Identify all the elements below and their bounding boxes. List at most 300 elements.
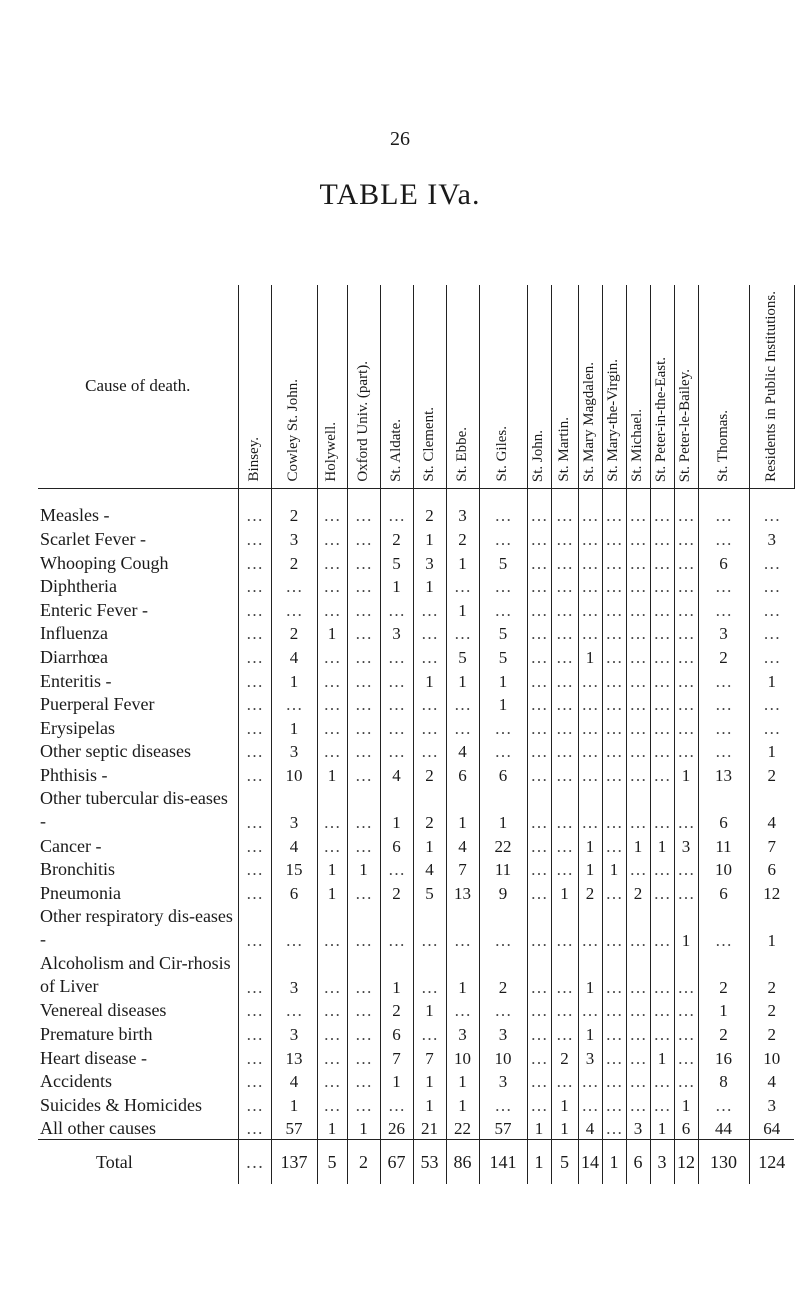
value-cell: 2 <box>380 526 413 550</box>
value-cell <box>317 833 347 857</box>
header-row <box>38 285 794 488</box>
value-cell <box>650 739 674 763</box>
value-cell <box>527 1045 551 1069</box>
value-cell: 6 <box>479 762 527 786</box>
value-cell: 1 <box>317 857 347 881</box>
value-cell: 1 <box>413 998 446 1022</box>
value-cell: 1 <box>479 692 527 716</box>
value-cell <box>317 1092 347 1116</box>
value-cell: 5 <box>479 644 527 668</box>
value-cell <box>380 644 413 668</box>
cause-cell: Accidents <box>38 1069 238 1093</box>
value-cell <box>551 904 578 951</box>
value-cell <box>749 550 794 574</box>
value-cell <box>698 904 749 951</box>
total-value-cell <box>238 1140 271 1185</box>
value-cell <box>650 762 674 786</box>
cause-cell: Pneumonia <box>38 880 238 904</box>
value-cell: 1 <box>674 762 698 786</box>
value-cell: 1 <box>551 880 578 904</box>
value-cell <box>551 550 578 574</box>
table-row <box>38 857 794 881</box>
value-cell: 1 <box>551 1116 578 1140</box>
value-cell <box>317 1069 347 1093</box>
value-cell <box>602 526 626 550</box>
value-cell <box>238 739 271 763</box>
value-cell: 1 <box>578 951 602 998</box>
cause-cell: Premature birth <box>38 1021 238 1045</box>
value-cell <box>527 1021 551 1045</box>
value-cell <box>238 1045 271 1069</box>
value-cell: 4 <box>767 812 776 832</box>
value-cell: 1 <box>413 1069 446 1093</box>
value-cell: 1 <box>446 550 479 574</box>
value-cell: 2 <box>767 1024 776 1044</box>
cause-cell: Heart disease - <box>38 1045 238 1069</box>
value-cell <box>674 526 698 550</box>
value-cell: 2 <box>767 977 776 997</box>
value-cell <box>527 857 551 881</box>
value-cell <box>578 762 602 786</box>
table-row <box>38 833 794 857</box>
value-cell <box>238 951 271 998</box>
cause-cell: Diphtheria <box>38 574 238 598</box>
value-cell: 2 <box>551 1045 578 1069</box>
value-cell: 7 <box>413 1045 446 1069</box>
value-cell <box>347 880 380 904</box>
value-cell <box>413 621 446 645</box>
value-cell: 16 <box>698 1045 749 1069</box>
value-cell <box>698 739 749 763</box>
value-cell: 3 <box>413 550 446 574</box>
value-cell <box>674 1021 698 1045</box>
value-cell <box>674 550 698 574</box>
value-cell: 5 <box>479 550 527 574</box>
value-cell <box>602 692 626 716</box>
value-cell <box>626 1045 650 1069</box>
value-cell <box>578 1069 602 1093</box>
value-cell: 2 <box>698 644 749 668</box>
value-cell: 3 <box>380 621 413 645</box>
value-cell <box>347 762 380 786</box>
cause-cell: Diarrhœa <box>38 644 238 668</box>
value-cell <box>271 597 317 621</box>
cause-cell: Cancer - <box>38 833 238 857</box>
value-cell <box>238 692 271 716</box>
value-cell <box>626 739 650 763</box>
value-cell <box>238 904 271 951</box>
value-cell <box>626 597 650 621</box>
value-cell <box>380 503 413 527</box>
value-cell <box>347 621 380 645</box>
value-cell <box>479 998 527 1022</box>
value-cell <box>578 621 602 645</box>
value-cell <box>674 668 698 692</box>
value-cell: 1 <box>380 1069 413 1093</box>
value-cell <box>698 597 749 621</box>
value-cell <box>578 668 602 692</box>
value-cell <box>674 951 698 998</box>
total-value-cell: 2 <box>347 1140 380 1185</box>
value-cell <box>238 998 271 1022</box>
value-cell <box>347 1092 380 1116</box>
value-cell <box>578 692 602 716</box>
value-cell: 2 <box>271 621 317 645</box>
value-cell: 1 <box>446 951 479 998</box>
mortality-table <box>38 285 795 1184</box>
value-cell <box>317 692 347 716</box>
value-cell: 13 <box>446 880 479 904</box>
value-cell <box>749 621 794 645</box>
value-cell: 5 <box>380 550 413 574</box>
total-value-cell: 5 <box>317 1140 347 1185</box>
value-cell <box>380 857 413 881</box>
value-cell <box>674 998 698 1022</box>
value-cell: 1 <box>271 1092 317 1116</box>
value-cell <box>527 951 551 998</box>
cause-cell: Suicides & Homicides <box>38 1092 238 1116</box>
value-cell: 64 <box>763 1119 781 1139</box>
value-cell <box>413 951 446 998</box>
value-cell <box>527 1069 551 1093</box>
value-cell <box>602 574 626 598</box>
value-cell <box>347 1045 380 1069</box>
value-cell: 1 <box>317 762 347 786</box>
value-cell <box>238 550 271 574</box>
value-cell <box>578 904 602 951</box>
value-cell <box>674 503 698 527</box>
value-cell <box>698 503 749 527</box>
value-cell <box>551 1069 578 1093</box>
value-cell: 10 <box>446 1045 479 1069</box>
value-cell <box>602 644 626 668</box>
table-row <box>38 1116 794 1140</box>
value-cell: 1 <box>578 1021 602 1045</box>
value-cell <box>551 739 578 763</box>
value-cell: 1 <box>380 786 413 833</box>
value-cell: 9 <box>479 880 527 904</box>
value-cell <box>527 762 551 786</box>
table-row <box>38 762 794 786</box>
value-cell <box>626 715 650 739</box>
value-cell <box>602 1021 626 1045</box>
value-cell: 1 <box>413 668 446 692</box>
cause-cell: Puerperal Fever <box>38 692 238 716</box>
value-cell <box>749 597 794 621</box>
value-cell: 7 <box>380 1045 413 1069</box>
value-cell: 3 <box>578 1045 602 1069</box>
column-header: Holywell. <box>317 285 347 488</box>
value-cell <box>347 786 380 833</box>
value-cell <box>238 1021 271 1045</box>
value-cell: 3 <box>271 739 317 763</box>
cause-cell: Whooping Cough <box>38 550 238 574</box>
value-cell <box>674 715 698 739</box>
value-cell <box>238 526 271 550</box>
value-cell <box>674 644 698 668</box>
value-cell: 3 <box>479 1021 527 1045</box>
value-cell <box>626 1021 650 1045</box>
value-cell <box>347 998 380 1022</box>
value-cell: 12 <box>763 883 781 903</box>
value-cell <box>527 715 551 739</box>
value-cell <box>551 715 578 739</box>
value-cell <box>317 597 347 621</box>
value-cell <box>238 833 271 857</box>
value-cell: 1 <box>317 880 347 904</box>
value-cell: 6 <box>698 880 749 904</box>
value-cell <box>347 951 380 998</box>
value-cell <box>578 574 602 598</box>
value-cell <box>446 904 479 951</box>
value-cell <box>650 857 674 881</box>
value-cell <box>527 739 551 763</box>
value-cell <box>698 668 749 692</box>
value-cell <box>479 503 527 527</box>
value-cell: 7 <box>767 836 776 856</box>
value-cell <box>317 644 347 668</box>
value-cell <box>527 550 551 574</box>
value-cell <box>238 762 271 786</box>
table-body <box>38 488 794 1184</box>
total-value-cell: 5 <box>551 1140 578 1185</box>
value-cell: 6 <box>698 786 749 833</box>
table-row <box>38 786 794 833</box>
value-cell <box>380 692 413 716</box>
total-value-cell: 130 <box>698 1140 749 1185</box>
value-cell <box>413 739 446 763</box>
value-cell <box>479 574 527 598</box>
value-cell <box>527 904 551 951</box>
value-cell <box>380 904 413 951</box>
value-cell <box>674 1069 698 1093</box>
total-row <box>38 1140 794 1185</box>
total-label: Total <box>38 1140 238 1185</box>
column-header: St. Ebbe. <box>446 285 479 488</box>
value-cell <box>698 574 749 598</box>
table-row <box>38 1021 794 1045</box>
value-cell <box>602 998 626 1022</box>
value-cell: 1 <box>767 742 776 762</box>
value-cell: 4 <box>578 1116 602 1140</box>
column-header: St. Clement. <box>413 285 446 488</box>
value-cell <box>602 668 626 692</box>
value-cell <box>578 715 602 739</box>
value-cell <box>238 857 271 881</box>
value-cell <box>347 739 380 763</box>
value-cell <box>626 692 650 716</box>
value-cell <box>479 715 527 739</box>
value-cell <box>602 597 626 621</box>
value-cell: 3 <box>271 1021 317 1045</box>
column-header: St. Peter-in-the-East. <box>650 285 674 488</box>
value-cell: 10 <box>698 857 749 881</box>
value-cell: 3 <box>271 526 317 550</box>
value-cell <box>317 904 347 951</box>
value-cell <box>674 597 698 621</box>
value-cell <box>578 998 602 1022</box>
value-cell <box>749 644 794 668</box>
value-cell <box>479 739 527 763</box>
value-cell <box>626 951 650 998</box>
value-cell <box>551 951 578 998</box>
cause-cell: Alcoholism and Cir-rhosis of Liver <box>38 951 238 998</box>
value-cell <box>551 857 578 881</box>
value-cell: 2 <box>271 503 317 527</box>
cause-cell: Enteritis - <box>38 668 238 692</box>
value-cell <box>551 526 578 550</box>
page-number: 26 <box>390 128 410 150</box>
value-cell: 1 <box>578 644 602 668</box>
value-cell: 3 <box>767 1095 776 1115</box>
value-cell: 21 <box>413 1116 446 1140</box>
value-cell <box>527 1092 551 1116</box>
value-cell <box>238 786 271 833</box>
value-cell <box>602 1092 626 1116</box>
value-cell <box>446 715 479 739</box>
table-row <box>38 904 794 951</box>
value-cell: 26 <box>380 1116 413 1140</box>
value-cell: 1 <box>767 671 776 691</box>
cause-cell: Bronchitis <box>38 857 238 881</box>
table-row <box>38 668 794 692</box>
total-value-cell: 1 <box>602 1140 626 1185</box>
value-cell <box>238 715 271 739</box>
value-cell <box>238 668 271 692</box>
column-header: St. Giles. <box>479 285 527 488</box>
value-cell <box>626 904 650 951</box>
value-cell <box>674 574 698 598</box>
total-value-cell: 12 <box>674 1140 698 1185</box>
value-cell <box>650 597 674 621</box>
value-cell: 1 <box>413 526 446 550</box>
column-header: St. Aldate. <box>380 285 413 488</box>
value-cell <box>446 692 479 716</box>
value-cell <box>413 1021 446 1045</box>
cause-cell: Enteric Fever - <box>38 597 238 621</box>
table-row <box>38 526 794 550</box>
value-cell <box>527 503 551 527</box>
value-cell <box>626 574 650 598</box>
cause-cell: All other causes <box>38 1116 238 1140</box>
value-cell <box>674 739 698 763</box>
value-cell: 3 <box>271 951 317 998</box>
value-cell: 1 <box>446 1069 479 1093</box>
value-cell: 4 <box>271 833 317 857</box>
value-cell <box>317 739 347 763</box>
value-cell <box>626 526 650 550</box>
value-cell: 2 <box>446 526 479 550</box>
value-cell <box>527 644 551 668</box>
value-cell <box>650 692 674 716</box>
value-cell: 15 <box>271 857 317 881</box>
value-cell <box>551 503 578 527</box>
value-cell <box>626 857 650 881</box>
value-cell <box>347 668 380 692</box>
value-cell <box>626 786 650 833</box>
value-cell <box>749 715 794 739</box>
table-row <box>38 951 794 998</box>
value-cell: 13 <box>271 1045 317 1069</box>
value-cell <box>347 644 380 668</box>
value-cell <box>347 1021 380 1045</box>
column-header: St. John. <box>527 285 551 488</box>
total-value-cell: 53 <box>413 1140 446 1185</box>
value-cell <box>271 904 317 951</box>
value-cell: 11 <box>698 833 749 857</box>
value-cell <box>749 692 794 716</box>
value-cell <box>317 526 347 550</box>
value-cell <box>551 644 578 668</box>
value-cell: 1 <box>347 1116 380 1140</box>
value-cell: 1 <box>317 1116 347 1140</box>
value-cell <box>238 597 271 621</box>
value-cell <box>446 621 479 645</box>
table-row <box>38 644 794 668</box>
value-cell: 10 <box>271 762 317 786</box>
value-cell: 3 <box>271 786 317 833</box>
value-cell: 57 <box>271 1116 317 1140</box>
value-cell <box>578 1092 602 1116</box>
value-cell <box>698 1092 749 1116</box>
value-cell <box>626 550 650 574</box>
value-cell <box>602 1116 626 1140</box>
total-value-cell: 6 <box>626 1140 650 1185</box>
cause-cell: Other tubercular dis-eases - <box>38 786 238 833</box>
value-cell <box>347 715 380 739</box>
value-cell <box>317 1045 347 1069</box>
value-cell: 1 <box>602 857 626 881</box>
total-value-cell: 14 <box>578 1140 602 1185</box>
value-cell <box>479 1092 527 1116</box>
value-cell <box>674 857 698 881</box>
value-cell <box>749 574 794 598</box>
column-header: Oxford Univ. (part). <box>347 285 380 488</box>
value-cell <box>626 621 650 645</box>
value-cell: 1 <box>698 998 749 1022</box>
value-cell <box>380 668 413 692</box>
value-cell <box>551 1021 578 1045</box>
total-value-cell: 141 <box>479 1140 527 1185</box>
value-cell: 4 <box>446 833 479 857</box>
value-cell: 4 <box>380 762 413 786</box>
table-row <box>38 597 794 621</box>
table-row <box>38 1092 794 1116</box>
value-cell <box>650 880 674 904</box>
cause-cell: Measles - <box>38 503 238 527</box>
value-cell: 8 <box>698 1069 749 1093</box>
value-cell: 2 <box>413 503 446 527</box>
value-cell <box>650 503 674 527</box>
value-cell <box>317 668 347 692</box>
value-cell: 44 <box>698 1116 749 1140</box>
value-cell <box>602 715 626 739</box>
table-row <box>38 574 794 598</box>
value-cell <box>602 550 626 574</box>
value-cell <box>446 998 479 1022</box>
value-cell <box>602 880 626 904</box>
value-cell: 1 <box>446 597 479 621</box>
column-header: Cowley St. John. <box>271 285 317 488</box>
table-row <box>38 739 794 763</box>
value-cell: 2 <box>271 550 317 574</box>
value-cell <box>698 715 749 739</box>
cause-cell: Other septic diseases <box>38 739 238 763</box>
value-cell <box>602 951 626 998</box>
value-cell <box>698 692 749 716</box>
value-cell <box>551 621 578 645</box>
value-cell: 1 <box>446 786 479 833</box>
